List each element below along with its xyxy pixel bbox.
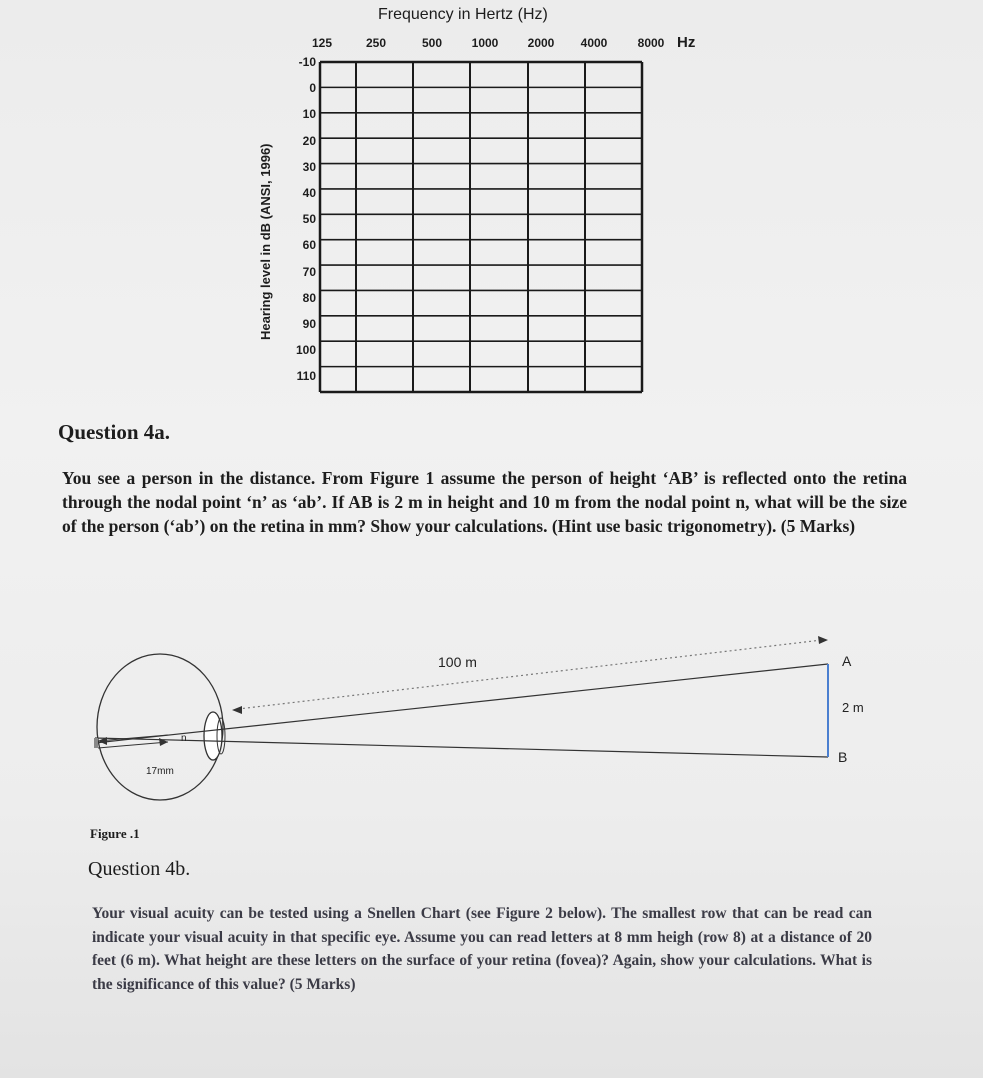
y-axis-label: Hearing level in dB (ANSI, 1996) xyxy=(258,143,273,340)
question-4b-body: Your visual acuity can be tested using a Snellen Chart (see Figure 2 below). The smallest row that can be read can indicate your visual acuity in that specific eye. Assume you can read letters at 8 mm heigh (row 8) at a distance of 20 feet (6 m). What height are these letters on the surface of your retina (fovea)? Again, show your calculations. What is the significance of this value? (5 Marks) xyxy=(92,905,872,993)
figure-1-eye-diagram xyxy=(0,600,983,830)
db-tick: 10 xyxy=(302,107,316,122)
db-tick: 80 xyxy=(302,290,316,305)
db-tick: 100 xyxy=(295,343,316,358)
db-tick: 60 xyxy=(302,238,316,253)
db-tick: 70 xyxy=(302,264,316,279)
db-tick: 20 xyxy=(302,133,316,148)
nodal-point-label: n xyxy=(181,733,187,744)
frequency-tick: 4000 xyxy=(580,36,608,50)
db-tick: 90 xyxy=(302,317,316,331)
frequency-tick: 2000 xyxy=(527,36,555,50)
frequency-tick: 125 xyxy=(311,36,333,50)
frequency-tick: 8000 xyxy=(637,36,665,50)
frequency-tick: 250 xyxy=(365,36,387,50)
db-tick: -10 xyxy=(298,55,316,69)
audiogram-title: Frequency in Hertz (Hz) xyxy=(378,6,548,23)
point-a-label: A xyxy=(842,653,852,669)
question-4b-heading: Question 4b. xyxy=(88,858,191,880)
point-b-label: B xyxy=(838,749,848,765)
distance-label: 100 m xyxy=(438,654,477,670)
db-tick: 50 xyxy=(302,212,316,227)
height-label: 2 m xyxy=(842,700,864,715)
figure-caption: Figure .1 xyxy=(90,826,140,841)
db-tick: 0 xyxy=(309,81,316,96)
eye-depth-label: 17mm xyxy=(146,766,174,777)
frequency-tick: 500 xyxy=(421,36,443,50)
question-4a-heading: Question 4a. xyxy=(58,420,171,444)
audiogram-grid xyxy=(0,0,983,420)
frequency-unit: Hz xyxy=(677,34,696,51)
frequency-tick: 1000 xyxy=(471,36,499,50)
db-tick: 40 xyxy=(302,186,316,200)
db-tick: 110 xyxy=(296,369,316,384)
db-tick: 30 xyxy=(302,159,316,174)
question-4a-body: You see a person in the distance. From Figure 1 assume the person of height ‘AB’ is reflected onto the retina through the nodal point ‘n’ as ‘ab’. If AB is 2 m in height and 10 m from the nodal point n, what will be the size of the person (‘ab’) on the retina in mm? Show your calculations. (Hint use basic trigonometry). (5 Marks) xyxy=(62,468,907,536)
